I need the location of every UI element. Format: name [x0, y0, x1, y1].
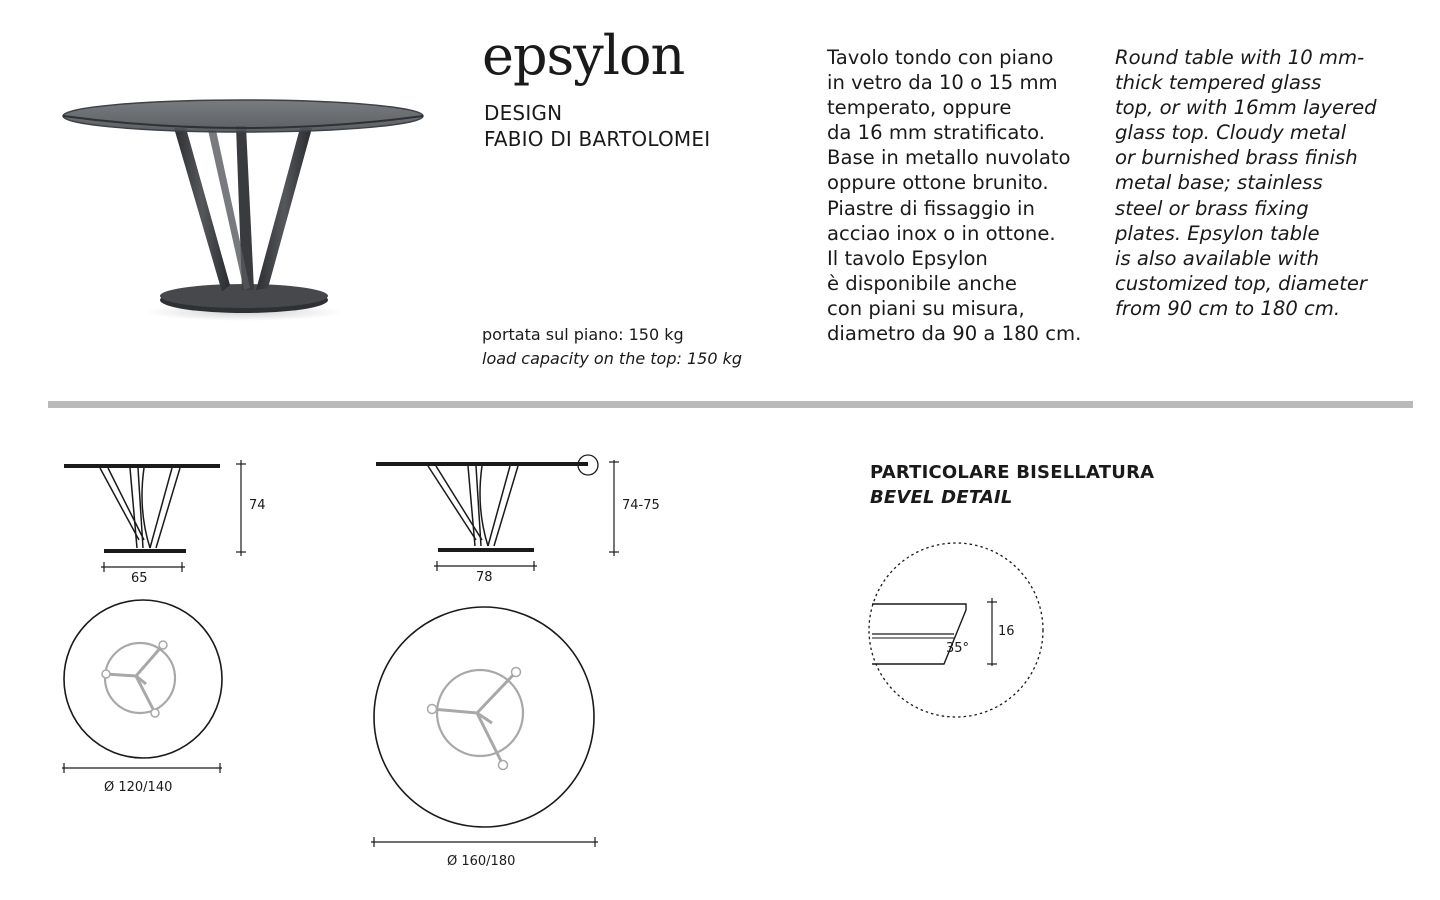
large-table-elevation [376, 455, 619, 571]
small-base-width-label: 65 [131, 571, 148, 586]
bevel-detail-drawing [869, 543, 1043, 717]
large-table-plan [371, 607, 598, 847]
description-italian: Tavolo tondo con piano in vetro da 10 o 15 mm temperato, oppure da 16 mm stratificato. Base in metallo nuvolato oppure ottone brunito. Piastre di fissaggio in acciao inox o in ottone. Il tavolo Epsylon è disponibile anche con piani su misura, diametro da 90 a 180 cm. [827, 46, 1082, 346]
product-name: epsylon [482, 24, 685, 87]
bevel-detail-title [870, 460, 1154, 510]
large-diameter-label: Ø 160/180 [447, 854, 516, 869]
large-base-width-label: 78 [476, 570, 493, 585]
load-capacity-english: load capacity on the top: 150 kg [482, 349, 743, 368]
large-height-label: 74-75 [622, 498, 660, 513]
small-table-elevation [64, 460, 246, 572]
description-english: Round table with 10 mm- thick tempered glass top, or with 16mm layered glass top. Cloudy metal or burnished brass finish metal base; stainless steel or brass fixing plates. Epsylon table is also available with customized top, diameter from 90 cm to 180 cm. [1115, 46, 1377, 320]
small-table-plan [62, 600, 222, 773]
bevel-thickness-label: 16 [998, 624, 1015, 639]
designer-name: FABIO DI BARTOLOMEI [484, 127, 711, 151]
bevel-angle-label: 35° [946, 641, 970, 656]
small-diameter-label: Ø 120/140 [104, 780, 173, 795]
load-capacity-italian: portata sul piano: 150 kg [482, 325, 684, 344]
design-label: DESIGN [484, 101, 563, 125]
bevel-title-italian: PARTICOLARE BISELLATURA [870, 462, 1155, 483]
small-height-label: 74 [249, 498, 266, 513]
bevel-title-english: BEVEL DETAIL [870, 487, 1013, 508]
